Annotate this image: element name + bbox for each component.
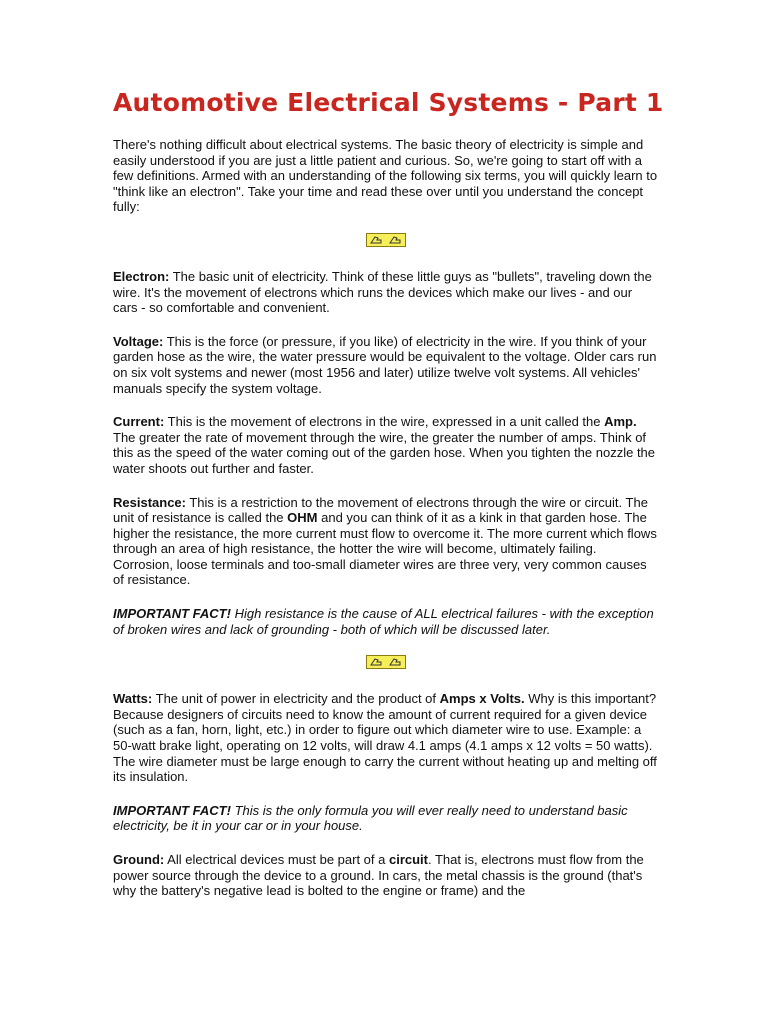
watts-formula: Amps x Volts.	[439, 691, 525, 707]
resistance-term: Resistance:	[113, 494, 186, 510]
article-body	[113, 137, 658, 917]
watts-definition-part1: The unit of power in electricity and the product of	[152, 691, 440, 707]
ground-circuit: circuit	[388, 852, 428, 867]
ground-definition-part1: All electrical devices must be part of a	[164, 852, 389, 867]
current-term: Current:	[113, 414, 165, 430]
hand-pointing-icon	[366, 233, 406, 247]
important-fact-1	[113, 606, 658, 637]
watts-term: Watts:	[113, 691, 153, 707]
resistance-definition-part1: This is a restriction to the movement of electrons through the wire or circuit. The unit of resistance is called the	[113, 494, 648, 526]
electron-paragraph	[113, 269, 658, 316]
current-definition-part1: This is the movement of electrons in the wire, expressed in a unit called the	[164, 414, 605, 430]
resistance-unit: OHM	[287, 510, 318, 526]
watts-paragraph	[113, 691, 658, 785]
voltage-term: Voltage:	[113, 333, 164, 349]
current-paragraph	[113, 414, 658, 476]
resistance-definition-part2: and you can think of it as a kink in that garden hose. The higher the resistance, the more current must flow to overcome it. The more current which flows through an area of high resistance, the hotter the wire will become, ultimately failing. Corrosion, loose terminals and too-small diameter wires are three very, very common causes of resistance.	[113, 510, 657, 588]
voltage-definition: This is the force (or pressure, if you like) of electricity in the wire. If you think of your garden hose as the wire, the water pressure would be equivalent to the voltage. Older cars run on six volt systems and newer (most 1956 and later) utilize twelve volt systems. All vehicles' manuals specify the system voltage.	[113, 333, 657, 396]
current-definition-part2: The greater the rate of movement through the wire, the greater the number of amps. Think of this as the speed of the water coming out of the garden hose. When you tighten the nozzle the water shoots out further and faster.	[113, 429, 656, 476]
resistance-paragraph	[113, 495, 658, 589]
ground-term: Ground:	[113, 852, 165, 867]
page-title: Automotive Electrical Systems - Part 1	[113, 88, 664, 117]
current-unit: Amp.	[604, 414, 637, 430]
electron-term: Electron:	[113, 268, 170, 284]
important-fact-2	[113, 803, 658, 834]
intro-paragraph: There's nothing difficult about electrical systems. The basic theory of electricity is simple and easily understood if you are just a little patient and curious. So, we're going to start off with a few definitions. Armed with an understanding of the following six terms, you will quickly learn to "think like an electron". Take your time and read these over until you understand the concept fully:	[113, 137, 658, 215]
fact-2-text: This is the only formula you will ever really need to understand basic electricity, be it in your car or in your house.	[113, 802, 628, 834]
ground-definition-part2: . That is, electrons must flow from the power source through the device to a ground. In cars, the metal chassis is the ground (that's why the battery's negative lead is bolted to the engine or frame) and the	[113, 852, 644, 899]
section-divider-2	[113, 655, 658, 671]
fact-2-label: IMPORTANT FACT!	[113, 802, 231, 818]
watts-definition-part2: Why is this important? Because designers of circuits need to know the amount of current required for a given device (such as a fan, horn, light, etc.) in order to figure out which diameter wire to use. Example: a 50-watt brake light, operating on 12 volts, will draw 4.1 amps (4.1 amps x 12 volts = 50 watts). The wire diameter must be large enough to carry the current without heating up and melting off its insulation.	[113, 691, 657, 785]
hand-pointing-icon	[366, 655, 406, 669]
section-divider	[113, 233, 658, 249]
electron-definition: The basic unit of electricity. Think of these little guys as "bullets", traveling down the wire. It's the movement of electrons which runs the devices which make our lives - and our cars - so comfortable and convenient.	[113, 268, 652, 316]
voltage-paragraph	[113, 334, 658, 396]
fact-1-text: High resistance is the cause of ALL electrical failures - with the exception of broken wires and lack of grounding - both of which will be discussed later.	[113, 606, 654, 637]
ground-paragraph	[113, 852, 658, 899]
fact-1-label: IMPORTANT FACT!	[113, 606, 231, 622]
